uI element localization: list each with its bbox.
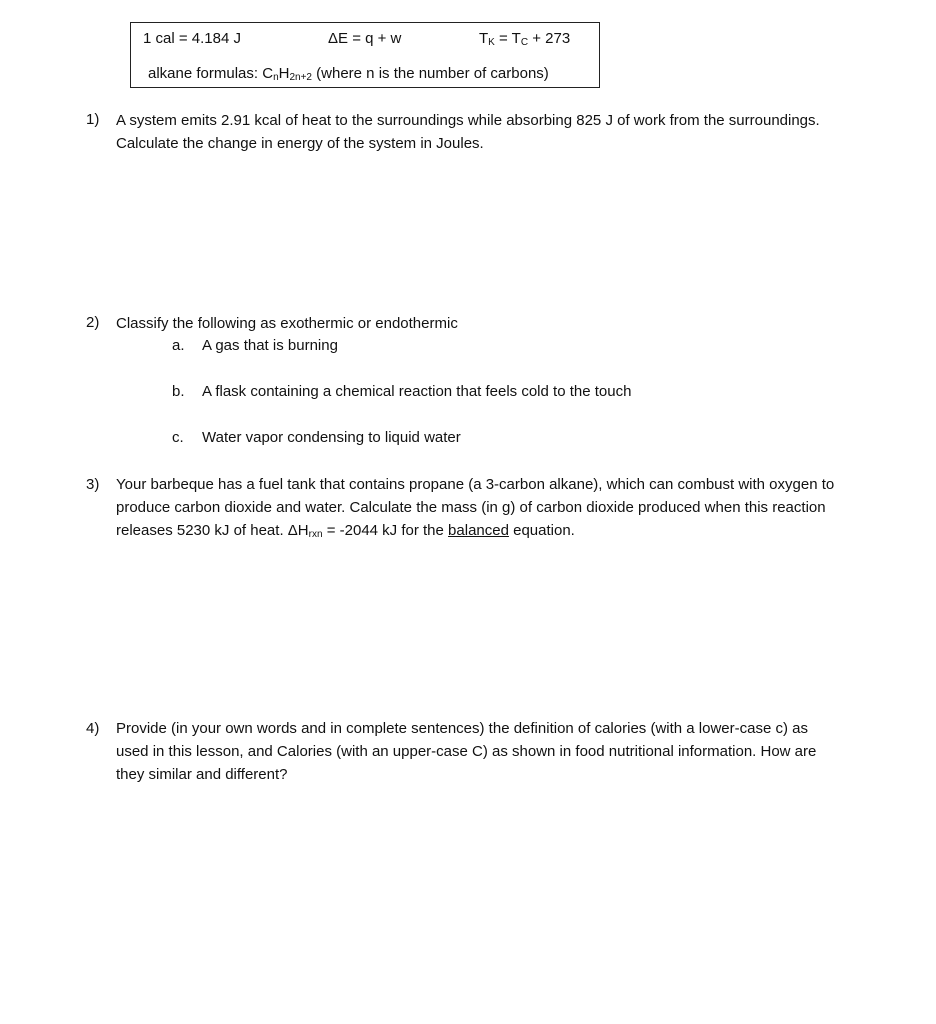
kelvin-tail: + 273: [528, 30, 571, 47]
question-3-text: [116, 473, 836, 546]
kelvin-t: T: [479, 30, 489, 47]
question-2a-label: a.: [172, 337, 185, 354]
question-2-number: 2): [86, 314, 100, 331]
question-1-text: A system emits 2.91 kcal of heat to the surroundings while absorbing 825 J of work from the surroundings. Calculate the change in energy of the system in Joules.: [116, 112, 820, 152]
question-2b-label: b.: [172, 383, 185, 400]
question-1-number: 1): [86, 111, 100, 128]
question-2a-text: A gas that is burning: [202, 337, 338, 354]
alkane-label: alkane formulas: C: [148, 65, 274, 82]
alkane-h: H: [278, 65, 290, 82]
balanced-underlined: balanced: [448, 522, 509, 539]
kelvin-eq: = T: [494, 30, 521, 47]
question-3-mid: = -2044 kJ for the: [322, 522, 449, 539]
cal-conversion: 1 cal = 4.184 J: [143, 30, 241, 47]
question-2b-text: A flask containing a chemical reaction that feels cold to the touch: [202, 383, 632, 400]
question-4-number: 4): [86, 720, 100, 737]
question-2c-text: Water vapor condensing to liquid water: [202, 429, 461, 446]
alkane-h-sub: 2n+2: [289, 72, 312, 83]
kelvin-equation: [479, 30, 570, 48]
question-3-number: 3): [86, 476, 100, 493]
alkane-tail: (where n is the number of carbons): [312, 65, 549, 82]
rxn-subscript: rxn: [308, 529, 323, 540]
kelvin-sub: K: [488, 37, 495, 48]
celsius-sub: C: [520, 37, 529, 48]
alkane-n-sub: n: [273, 72, 279, 83]
question-3-body: Your barbeque has a fuel tank that contains propane (a 3-carbon alkane), which can combust with oxygen to produce carbon dioxide and water. Calculate the mass (in g) of carbon dioxide produced when this reaction releases 5230 kJ of heat. ΔH: [116, 476, 835, 539]
question-2-text: Classify the following as exothermic or endothermic: [116, 315, 458, 332]
question-4-text: Provide (in your own words and in complete sentences) the definition of calories (with a lower-case c) as used in this lesson, and Calories (with an upper-case C) as shown in food nutritional information. How are they similar and different?: [116, 720, 817, 783]
alkane-formula: [148, 65, 549, 83]
energy-equation: ΔE = q + w: [328, 30, 402, 47]
question-2c-label: c.: [172, 429, 184, 446]
question-3-end: equation.: [508, 522, 575, 539]
